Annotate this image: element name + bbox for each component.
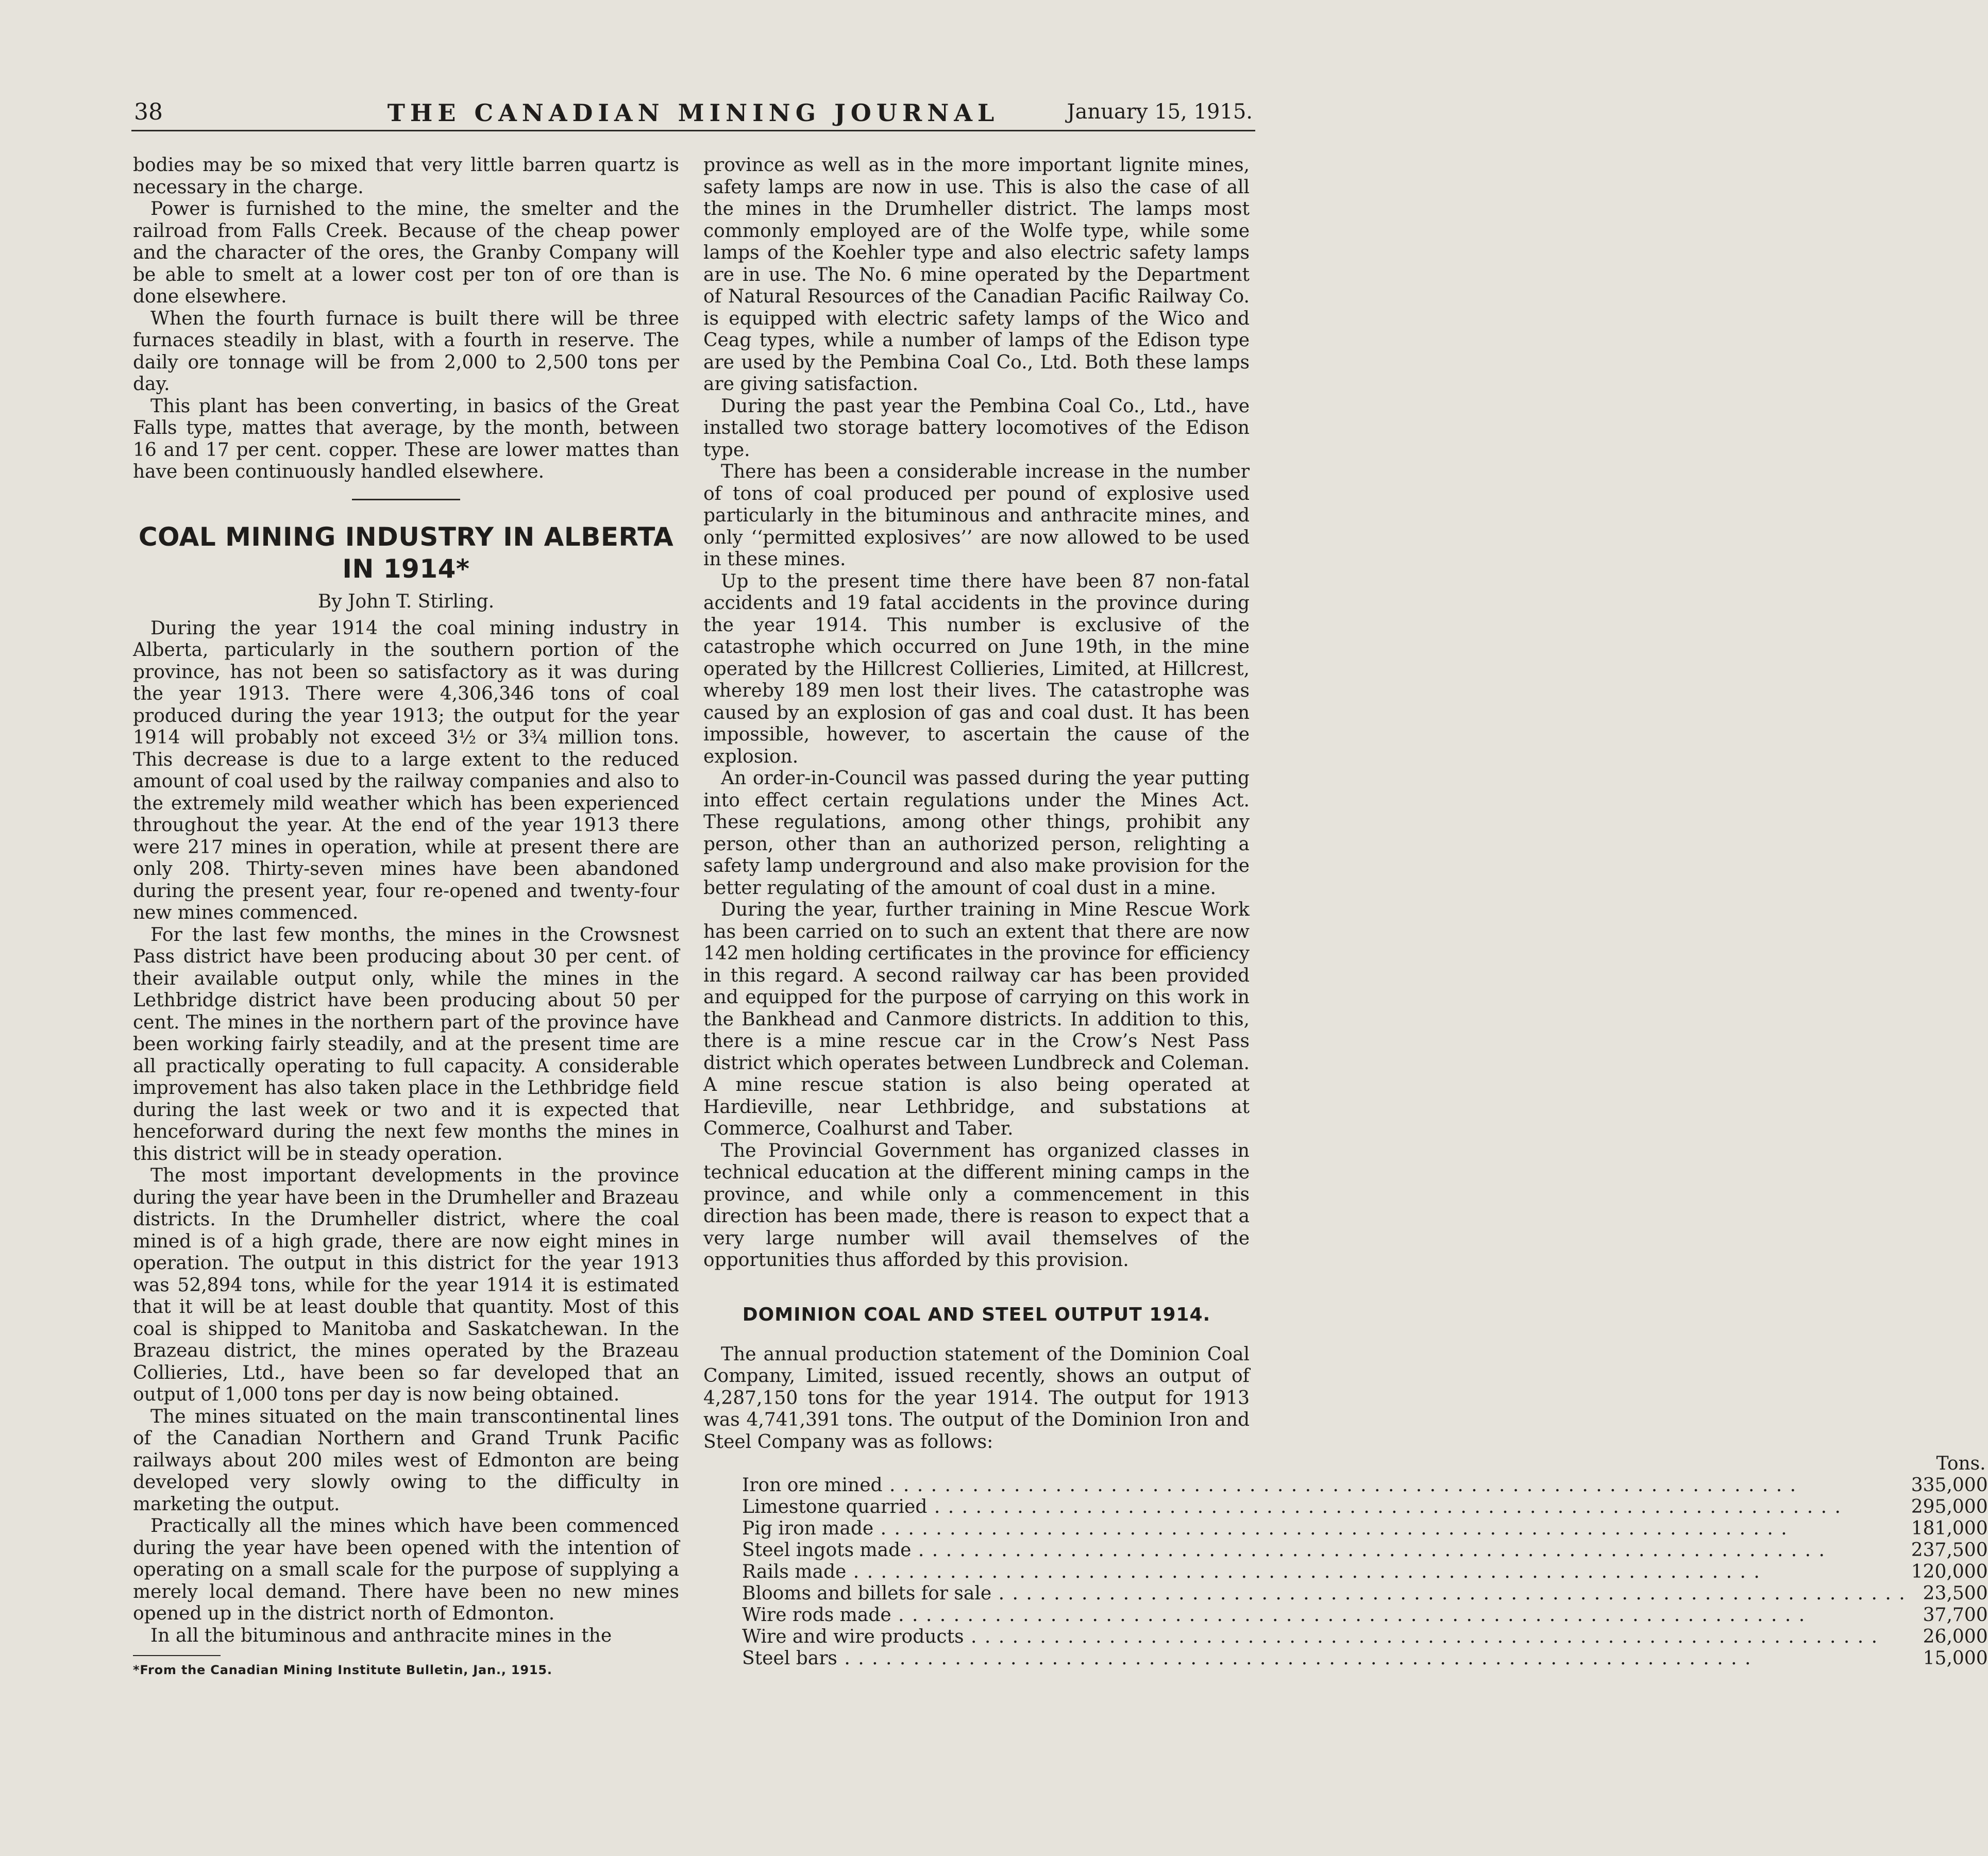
table-row <box>742 1518 1988 1540</box>
table-row <box>742 1496 1988 1518</box>
paragraph: Power is furnished to the mine, the smelter and the railroad from Falls Creek. Because of the cheap power and the character of the ores, the Granby Company will be able to smelt at a lower cost per ton of ore than is done elsewhere. <box>133 198 679 307</box>
right-column <box>703 155 1988 1669</box>
row-value: 120,000 <box>1911 1561 1988 1582</box>
paragraph: The mines situated on the main transcontinental lines of the Canadian Northern and Grand Trunk Pacific railways about 200 miles west of Edmonton are being developed very slowly owing to the difficulty in marketing the output. <box>133 1406 679 1515</box>
table-header-row <box>742 1453 1988 1475</box>
table-row <box>742 1561 1988 1583</box>
paragraph: For the last few months, the mines in the Crowsnest Pass district have been producing about 30 per cent. of their available output only, while the mines in the Lethbridge district have been producing about 50 per cent. The mines in the northern part of the province have been working fairly steadily, and at the present time are all practically operating to full capacity. A considerable improvement has also taken place in the Lethbridge field during the last week or two and it is expected that henceforward during the next few months the mines in this district will be in steady operation. <box>133 924 679 1165</box>
paragraph: When the fourth furnace is built there will be three furnaces steadily in blast, with a fourth in reserve. The daily ore tonnage will be from 2,000 to 2,500 tons per day. <box>133 308 679 395</box>
issue-date: January 15, 1915. <box>1067 100 1253 124</box>
byline: By John T. Stirling. <box>317 590 495 612</box>
footnote: *From the Canadian Mining Institute Bulletin, Jan., 1915. <box>133 1663 552 1677</box>
table-row <box>742 1626 1988 1648</box>
paragraph: There has been a considerable increase in the number of tons of coal produced per pound of explosive used particularly in the bituminous and anthracite mines, and only ‘‘permitted explosives’’ are now allowed to be used in these mines. <box>703 461 1250 570</box>
column-header-tons: Tons. <box>1936 1453 1986 1474</box>
paragraph: Practically all the mines which have been commenced during the year have been opened with the intention of operating on a small scale for the purpose of supplying a merely local demand. There have been no new mines opened up in the district north of Edmonton. <box>133 1515 679 1624</box>
section-title: DOMINION COAL AND STEEL OUTPUT 1914. <box>742 1304 1211 1325</box>
row-label: Iron ore mined . . . <box>742 1475 1906 1496</box>
paragraph: The annual production statement of the Dominion Coal Company, Limited, issued recently, shows an output of 4,287,150 tons for the year 1914. The output for 1913 was 4,741,391 tons. The output of the Dominion Iron and Steel Company was as follows: <box>703 1343 1250 1453</box>
left-column <box>133 155 679 1678</box>
table-row <box>742 1605 1988 1626</box>
paragraph: During the past year the Pembina Coal Co., Ltd., have installed two storage battery locomotives of the Edison type. <box>703 395 1250 461</box>
row-value: 181,000 <box>1911 1518 1988 1539</box>
row-label: Limestone quarried . . . <box>742 1496 1906 1518</box>
row-label: Rails made . . . <box>742 1561 1906 1583</box>
row-value: 23,500 <box>1923 1583 1988 1604</box>
row-value: 26,000 <box>1923 1626 1988 1647</box>
table-row <box>742 1648 1988 1669</box>
divider <box>352 499 460 500</box>
row-value: 335,000 <box>1911 1475 1988 1496</box>
row-label: Blooms and billets for sale . . . <box>742 1583 1906 1605</box>
row-value: 295,000 <box>1911 1496 1988 1517</box>
paragraph: During the year 1914 the coal mining industry in Alberta, particularly in the southern portion of the province, has not been so satisfactory as it was during the year 1913. There were 4,306,346 tons of coal produced during the year 1913; the output for the year 1914 will probably not exceed 3½ or 3¾ million tons. This decrease is due to a large extent to the reduced amount of coal used by the railway companies and also to the extremely mild weather which has been experienced throughout the year. At the end of the year 1913 there were 217 mines in operation, while at present there are only 208. Thirty-seven mines have been abandoned during the present year, four re-opened and twenty-four new mines commenced. <box>133 617 679 923</box>
table-row <box>742 1583 1988 1605</box>
output-table <box>742 1453 1988 1669</box>
row-label: Steel bars . . . <box>742 1648 1906 1669</box>
paragraph: Up to the present time there have been 87 non-fatal accidents and 19 fatal accidents in the province during the year 1914. This number is exclusive of the catastrophe which occurred on June 19th, in the mine operated by the Hillcrest Collieries, Limited, at Hillcrest, whereby 189 men lost their lives. The catastrophe was caused by an explosion of gas and coal dust. It has been impossible, however, to ascertain the cause of the explosion. <box>703 570 1250 767</box>
row-value: 237,500 <box>1911 1540 1988 1561</box>
journal-title: THE CANADIAN MINING JOURNAL <box>387 99 1000 127</box>
table-row <box>742 1475 1988 1496</box>
row-label: Pig iron made . . . <box>742 1518 1906 1540</box>
table-row <box>742 1540 1988 1561</box>
page-header <box>131 99 1255 131</box>
row-label: Steel ingots made . . . <box>742 1540 1906 1561</box>
footnote-divider <box>133 1655 221 1656</box>
article-title: COAL MINING INDUSTRY IN ALBERTA IN 1914* <box>138 521 674 584</box>
paragraph: The Provincial Government has organized classes in technical education at the different mining camps in the province, and while only a commencement in this direction has been made, there is reason to expect that a very large number will avail themselves of the opportunities thus afforded by this provision. <box>703 1140 1250 1271</box>
page-number: 38 <box>134 99 163 125</box>
paragraph: This plant has been converting, in basics of the Great Falls type, mattes that average, by the month, between 16 and 17 per cent. copper. These are lower mattes than have been continuously handled elsewhere. <box>133 395 679 482</box>
paragraph: bodies may be so mixed that very little barren quartz is necessary in the charge. <box>133 155 679 198</box>
paragraph: During the year, further training in Mine Rescue Work has been carried on to such an extent that there are now 142 men holding certificates in the province for efficiency in this regard. A second railway car has been provided and equipped for the purpose of carrying on this work in the Bankhead and Canmore districts. In addition to this, there is a mine rescue car in the Crow’s Nest Pass district which operates between Lundbreck and Coleman. A mine rescue station is also being operated at Hardieville, near Lethbridge, and substations at Commerce, Coalhurst and Taber. <box>703 899 1250 1139</box>
paragraph: province as well as in the more important lignite mines, safety lamps are now in use. This is also the case of all the mines in the Drumheller district. The lamps most commonly employed are of the Wolfe type, while some lamps of the Koehler type and also electric safety lamps are in use. The No. 6 mine operated by the Department of Natural Resources of the Canadian Pacific Railway Co. is equipped with electric safety lamps of the Wico and Ceag types, while a number of lamps of the Edison type are used by the Pembina Coal Co., Ltd. Both these lamps are giving satisfaction. <box>703 155 1250 395</box>
paragraph: The most important developments in the province during the year have been in the Drumheller and Brazeau districts. In the Drumheller district, where the coal mined is of a high grade, there are now eight mines in operation. The output in this district for the year 1913 was 52,894 tons, while for the year 1914 it is estimated that it will be at least double that quantity. Most of this coal is shipped to Manitoba and Saskatchewan. In the Brazeau district, the mines operated by the Brazeau Collieries, Ltd., have been so far developed that an output of 1,000 tons per day is now being obtained. <box>133 1165 679 1405</box>
row-label: Wire rods made . . . <box>742 1605 1906 1626</box>
row-value: 37,700 <box>1923 1605 1988 1626</box>
paragraph: An order-in-Council was passed during the year putting into effect certain regulations under the Mines Act. These regulations, among other things, prohibit any person, other than an authorized person, relighting a safety lamp underground and also make provision for the better regulating of the amount of coal dust in a mine. <box>703 768 1250 899</box>
row-value: 15,000 <box>1923 1648 1988 1669</box>
row-label: Wire and wire products . . . <box>742 1626 1906 1648</box>
paragraph: In all the bituminous and anthracite mines in the <box>150 1625 612 1646</box>
